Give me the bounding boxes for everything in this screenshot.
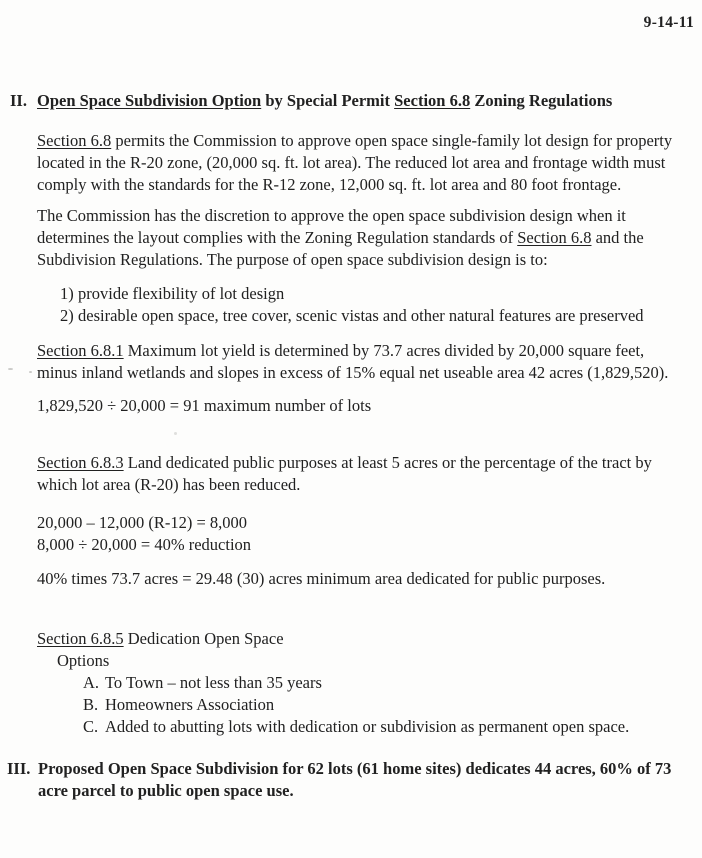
list-item-text: desirable open space, tree cover, scenic vistas and other natural features are preserved bbox=[78, 306, 644, 325]
paragraph-section-6-8-5-text: Dedication Open Space bbox=[123, 629, 284, 648]
section-6-8-3-label: Section 6.8.3 bbox=[37, 453, 124, 472]
option-letter: A. bbox=[83, 673, 100, 692]
dedication-minimum-line: 40% times 73.7 acres = 29.48 (30) acres minimum area dedicated for public purposes. bbox=[37, 569, 606, 588]
list-item-text: provide flexibility of lot design bbox=[78, 284, 285, 303]
option-letter: B. bbox=[83, 695, 99, 714]
section-ii-numeral: II. bbox=[10, 91, 27, 110]
scan-speck bbox=[174, 432, 177, 435]
scan-speck bbox=[8, 368, 13, 370]
option-letter: C. bbox=[83, 717, 99, 736]
list-item bbox=[37, 283, 678, 305]
paragraph-commission-end: and the Subdivision Regulations. The purpose of open space subdivision design is to: bbox=[37, 228, 644, 269]
section-6-8-1-label: Section 6.8.1 bbox=[37, 341, 124, 360]
options-list bbox=[37, 672, 678, 738]
reduction-equations bbox=[37, 512, 678, 556]
equation-max-lots: 1,829,520 ÷ 20,000 = 91 maximum number of lots bbox=[37, 396, 372, 415]
section-6-8-ref-inline: Section 6.8 bbox=[517, 228, 592, 247]
list-item-number: 2) bbox=[60, 306, 74, 325]
list-item bbox=[37, 305, 678, 327]
paragraph-commission-discretion bbox=[37, 205, 678, 271]
paragraph-section-6-8-1-text: Maximum lot yield is determined by 73.7 acres divided by 20,000 square feet, minus inland wetlands and slopes in excess of 15% equal net useable area 42 acres (1,829,520). bbox=[37, 341, 669, 382]
option-text: Homeowners Association bbox=[105, 695, 275, 714]
list-item-number: 1) bbox=[60, 284, 74, 303]
paragraph-section-6-8-3 bbox=[37, 452, 678, 496]
scan-speck bbox=[29, 371, 32, 373]
paragraph-commission-start: The Commission has the discretion to approve the open space subdivision design when it determines the layout complies with the Zoning Regulation standards of bbox=[37, 206, 626, 247]
section-ii-heading bbox=[10, 90, 678, 112]
section-iii-text: Proposed Open Space Subdivision for 62 lots (61 home sites) dedicates 44 acres, 60% of 73 acre parcel to public open space use. bbox=[38, 759, 672, 800]
section-6-8-5-label: Section 6.8.5 bbox=[37, 629, 124, 648]
paragraph-section-6-8-text: permits the Commission to approve open space single-family lot design for property located in the R-20 zone, (20,000 sq. ft. lot area). The reduced lot area and frontage width must comply with the standards for the R-12 zone, 12,000 sq. ft. lot area and 80 foot frontage. bbox=[37, 131, 673, 194]
paragraph-section-6-8-5 bbox=[37, 628, 678, 650]
paragraph-section-6-8 bbox=[37, 130, 678, 196]
option-item bbox=[37, 694, 678, 716]
equation-percent-reduction: 8,000 ÷ 20,000 = 40% reduction bbox=[37, 535, 252, 554]
equation-lot-difference: 20,000 – 12,000 (R-12) = 8,000 bbox=[37, 513, 248, 532]
section-ii-title-end: Zoning Regulations bbox=[470, 91, 613, 110]
options-heading: Options bbox=[57, 651, 110, 670]
section-iii-heading bbox=[7, 758, 678, 802]
section-ii-title-mid: by Special Permit bbox=[261, 91, 395, 110]
option-text: Added to abutting lots with dedication or subdivision as permanent open space. bbox=[105, 717, 630, 736]
section-iii-numeral: III. bbox=[7, 759, 31, 778]
paragraph-section-6-8-3-text: Land dedicated public purposes at least 5 acres or the percentage of the tract by which lot area (R-20) has been reduced. bbox=[37, 453, 652, 494]
paragraph-section-6-8-1 bbox=[37, 340, 678, 384]
option-item bbox=[37, 716, 678, 738]
section-6-8-ref: Section 6.8 bbox=[394, 91, 471, 110]
date-header: 9-14-11 bbox=[643, 14, 694, 31]
option-text: To Town – not less than 35 years bbox=[105, 673, 322, 692]
purpose-list bbox=[37, 283, 678, 327]
option-item bbox=[37, 672, 678, 694]
section-ii-title-underlined: Open Space Subdivision Option bbox=[37, 91, 262, 110]
section-6-8-label: Section 6.8 bbox=[37, 131, 112, 150]
